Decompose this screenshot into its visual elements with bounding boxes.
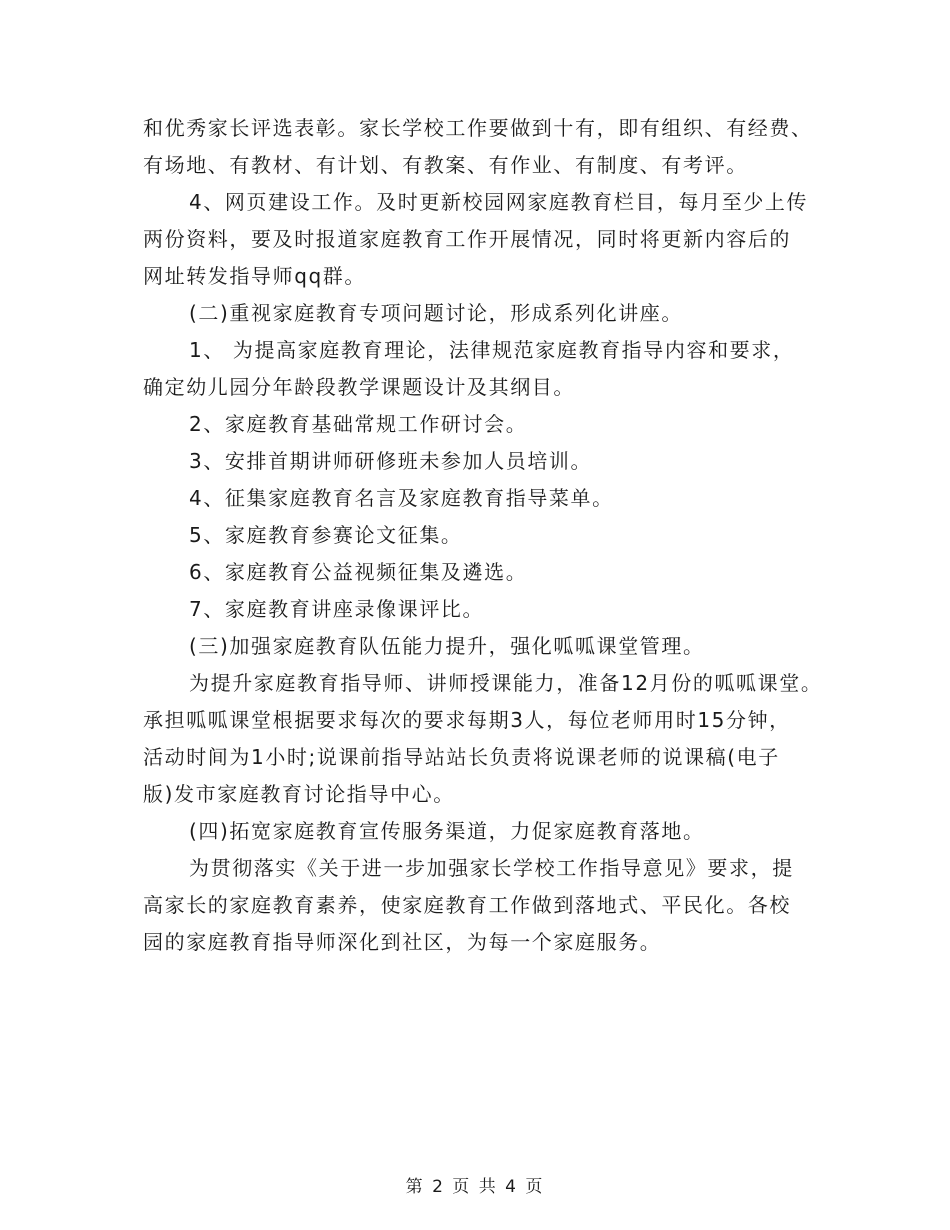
text-line: (三)加强家庭教育队伍能力提升，强化呱呱课堂管理。 — [189, 634, 705, 658]
text-line: 两份资料，要及时报道家庭教育工作开展情况，同时将更新内容后的 — [143, 227, 791, 251]
text-line: 1、 为提高家庭教育理论，法律规范家庭教育指导内容和要求， — [189, 338, 795, 362]
text-line: 6、家庭教育公益视频征集及遴选。 — [189, 560, 528, 584]
text-line: 高家长的家庭教育素养，使家庭教育工作做到落地式、平民化。各校 — [143, 893, 791, 917]
text-line: 2、家庭教育基础常规工作研讨会。 — [189, 412, 528, 436]
text-line: 确定幼儿园分年龄段教学课题设计及其纲目。 — [143, 375, 575, 399]
text-line: 网址转发指导师qq群。 — [143, 264, 366, 288]
text-line: 活动时间为1小时;说课前指导站站长负责将说课老师的说课稿(电子 — [143, 745, 780, 769]
text-line: 4、征集家庭教育名言及家庭教育指导菜单。 — [189, 486, 614, 510]
text-line: 3、安排首期讲师研修班未参加人员培训。 — [189, 449, 593, 473]
text-line: 7、家庭教育讲座录像课评比。 — [189, 597, 485, 621]
text-line: 5、家庭教育参赛论文征集。 — [189, 523, 463, 547]
text-line: 为提升家庭教育指导师、讲师授课能力，准备12月份的呱呱课堂。 — [189, 671, 823, 695]
text-line: 和优秀家长评选表彰。家长学校工作要做到十有，即有组织、有经费、 — [143, 116, 813, 140]
text-line: 园的家庭教育指导师深化到社区，为每一个家庭服务。 — [143, 930, 662, 954]
text-line: 4、网页建设工作。及时更新校园网家庭教育栏目，每月至少上传 — [189, 190, 809, 214]
text-line: 承担呱呱课堂根据要求每次的要求每期3人，每位老师用时15分钟， — [143, 708, 791, 732]
text-line: 为贯彻落实《关于进一步加强家长学校工作指导意见》要求，提 — [189, 856, 794, 880]
text-line: 版)发市家庭教育讨论指导中心。 — [143, 782, 455, 806]
page-footer: 第 2 页 共 4 页 — [405, 1177, 545, 1197]
document-body — [143, 110, 823, 961]
text-line: (四)拓宽家庭教育宣传服务渠道，力促家庭教育落地。 — [189, 819, 705, 843]
text-line: 有场地、有教材、有计划、有教案、有作业、有制度、有考评。 — [143, 153, 748, 177]
text-line: (二)重视家庭教育专项问题讨论，形成系列化讲座。 — [189, 301, 684, 325]
